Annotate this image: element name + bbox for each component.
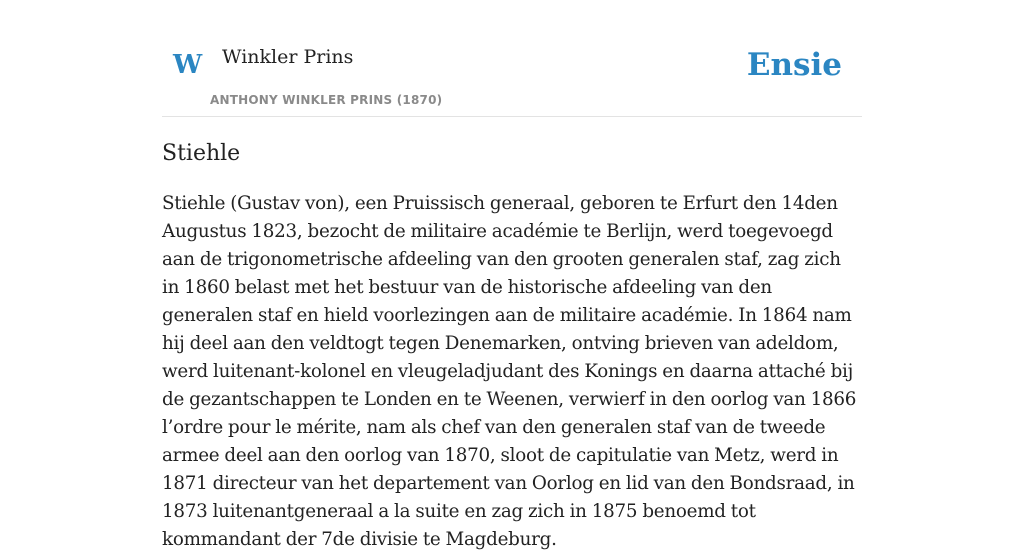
page-header [162, 0, 862, 117]
article-title: Stiehle [162, 141, 241, 166]
ensie-logo[interactable]: Ensie [746, 47, 842, 83]
article-body: Stiehle (Gustav von), een Pruissisch generaal, geboren te Erfurt den 14den Augustus 1823, bezocht de militaire académie te Berlijn, werd toegevoegd aan de trigonometrische afdeeling van den grooten generalen staf, zag zich in 1860 belast met het bestuur van de historische afdeeling van den generalen staf en hield voorlezingen aan de militaire académie. In 1864 nam hij deel aan den veldtogt tegen Denemarken, ontving brieven van adeldom, werd luitenant-kolonel en vleugeladjudant des Konings en daarna attaché bij de gezantschappen te Londen en te Weenen, verwierf in den oorlog van 1866 l’ordre pour le mérite, nam als chef van den generalen staf van de tweede armee deel aan den oorlog van 1870, sloot de capitulatie van Metz, werd in 1871 directeur van het departement van Oorlog en lid van den Bondsraad, in 1873 luitenantgeneraal a la suite en zag zich in 1875 benoemd tot kommandant der 7de divisie te Magdeburg. [162, 193, 857, 550]
article [162, 138, 862, 554]
work-subtitle: ANTHONY WINKLER PRINS (1870) [210, 93, 443, 107]
work-title[interactable]: Winkler Prins [222, 46, 354, 68]
work-logo[interactable]: W [173, 50, 203, 80]
